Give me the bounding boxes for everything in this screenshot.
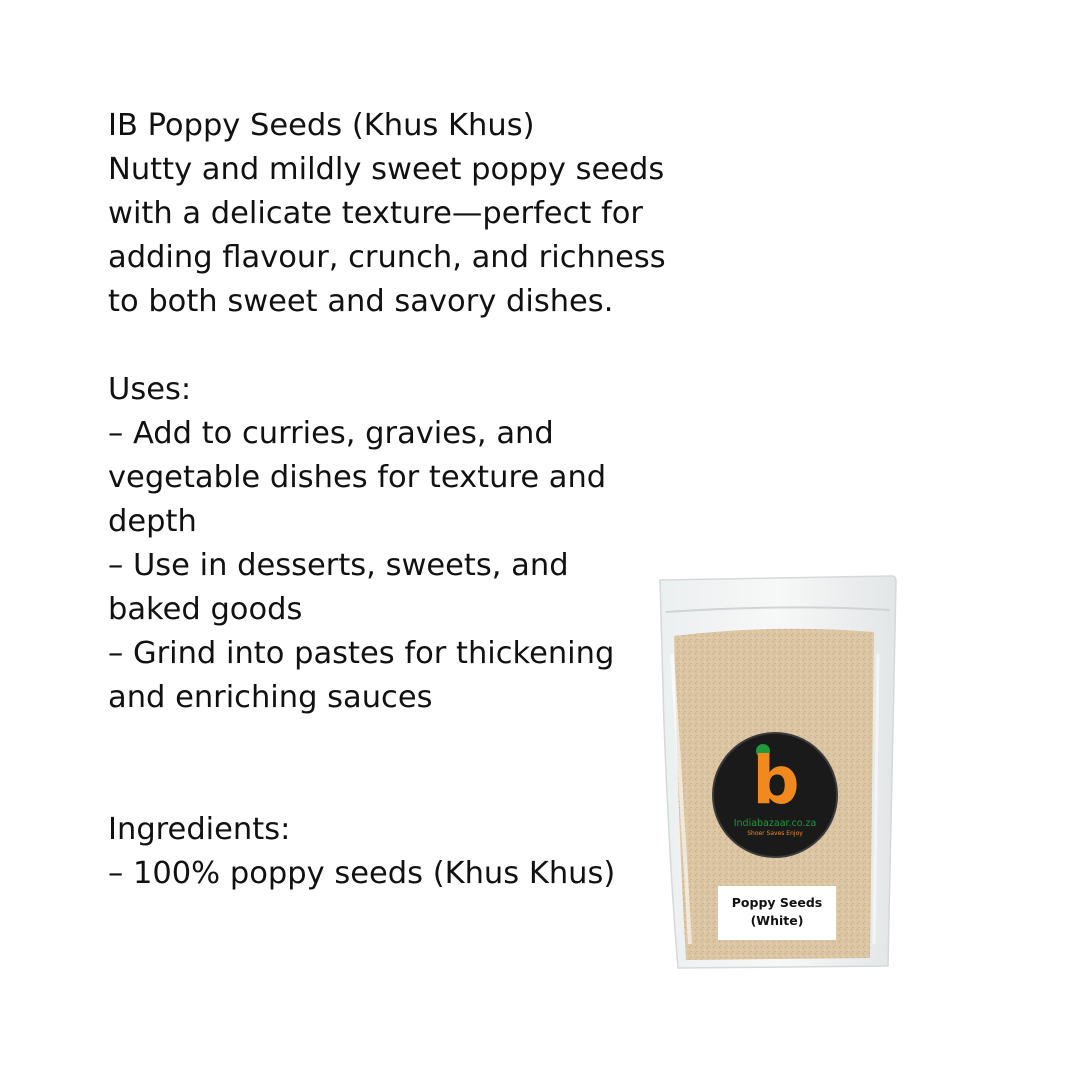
uses-item: – Add to curries, gravies, and vegetable dishes for texture and depth	[108, 416, 607, 539]
product-label-variant: (White)	[750, 913, 804, 928]
product-title: IB Poppy Seeds (Khus Khus)	[108, 108, 535, 143]
indiabazaar-logo	[712, 732, 838, 858]
product-label	[718, 886, 836, 940]
ingredients-item: – 100% poppy seeds (Khus Khus)	[108, 856, 616, 891]
ingredients-heading: Ingredients:	[108, 812, 291, 847]
product-description	[108, 104, 668, 896]
logo-site-name: Indiabazaar.co.za	[733, 818, 817, 829]
product-pouch-image	[652, 574, 898, 974]
logo-tagline: Shoer Saves Enjoy	[747, 830, 803, 837]
product-intro: Nutty and mildly sweet poppy seeds with a delicate texture—perfect for adding flavour, crunch, and richness to both sweet and savory dishes.	[108, 152, 666, 319]
uses-heading: Uses:	[108, 372, 192, 407]
uses-item: – Use in desserts, sweets, and baked goods	[108, 548, 569, 627]
logo-letter: b	[752, 742, 800, 819]
uses-item: – Grind into pastes for thickening and enriching sauces	[108, 636, 615, 715]
product-label-name: Poppy Seeds	[731, 895, 823, 910]
